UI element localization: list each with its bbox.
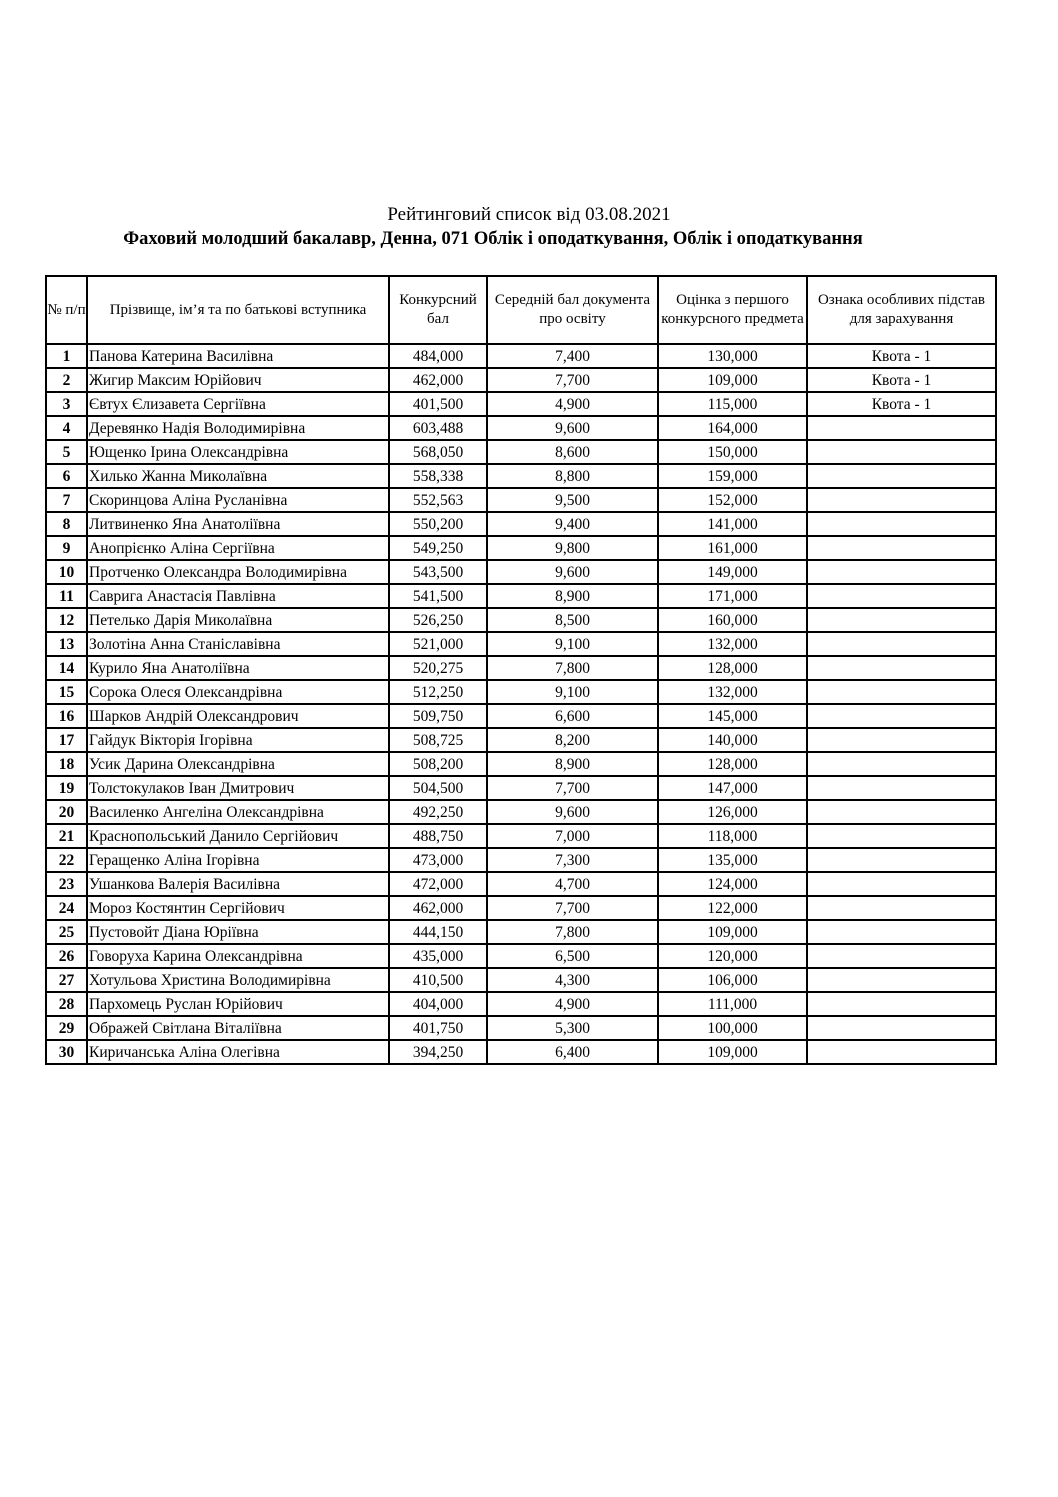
first-subject-score: 141,000: [658, 512, 807, 536]
applicant-name: Усик Дарина Олександрівна: [87, 752, 389, 776]
first-subject-score: 128,000: [658, 752, 807, 776]
special-basis: [807, 776, 996, 800]
first-subject-score: 122,000: [658, 896, 807, 920]
competitive-score: 435,000: [389, 944, 487, 968]
table-row: [46, 728, 996, 752]
applicant-name: Говоруха Карина Олександрівна: [87, 944, 389, 968]
row-number: 20: [46, 800, 87, 824]
special-basis: [807, 464, 996, 488]
average-score: 8,200: [487, 728, 658, 752]
first-subject-score: 118,000: [658, 824, 807, 848]
competitive-score: 558,338: [389, 464, 487, 488]
applicant-name: Ющенко Ірина Олександрівна: [87, 440, 389, 464]
applicant-name: Анопрієнко Аліна Сергіївна: [87, 536, 389, 560]
table-row: [46, 1040, 996, 1064]
special-basis: [807, 488, 996, 512]
row-number: 8: [46, 512, 87, 536]
row-number: 23: [46, 872, 87, 896]
special-basis: [807, 608, 996, 632]
row-number: 27: [46, 968, 87, 992]
row-number: 2: [46, 368, 87, 392]
average-score: 7,000: [487, 824, 658, 848]
average-score: 9,600: [487, 800, 658, 824]
applicant-name: Литвиненко Яна Анатоліївна: [87, 512, 389, 536]
first-subject-score: 132,000: [658, 680, 807, 704]
header-name: Прізвище, ім’я та по батькові вступника: [87, 276, 389, 344]
row-number: 4: [46, 416, 87, 440]
table-row: [46, 560, 996, 584]
row-number: 12: [46, 608, 87, 632]
table-row: [46, 896, 996, 920]
special-basis: Квота - 1: [807, 392, 996, 416]
average-score: 9,400: [487, 512, 658, 536]
average-score: 9,100: [487, 680, 658, 704]
competitive-score: 549,250: [389, 536, 487, 560]
table-row: [46, 608, 996, 632]
first-subject-score: 160,000: [658, 608, 807, 632]
table-header-row: [46, 276, 996, 344]
first-subject-score: 111,000: [658, 992, 807, 1016]
first-subject-score: 171,000: [658, 584, 807, 608]
first-subject-score: 106,000: [658, 968, 807, 992]
average-score: 9,600: [487, 560, 658, 584]
special-basis: [807, 704, 996, 728]
row-number: 1: [46, 344, 87, 368]
row-number: 11: [46, 584, 87, 608]
row-number: 9: [46, 536, 87, 560]
average-score: 9,100: [487, 632, 658, 656]
row-number: 17: [46, 728, 87, 752]
row-number: 24: [46, 896, 87, 920]
special-basis: Квота - 1: [807, 344, 996, 368]
row-number: 13: [46, 632, 87, 656]
special-basis: [807, 536, 996, 560]
competitive-score: 473,000: [389, 848, 487, 872]
applicant-name: Краснопольський Данило Сергійович: [87, 824, 389, 848]
rating-table: [45, 275, 997, 1065]
average-score: 7,700: [487, 896, 658, 920]
table-row: [46, 776, 996, 800]
row-number: 22: [46, 848, 87, 872]
average-score: 7,700: [487, 368, 658, 392]
competitive-score: 520,275: [389, 656, 487, 680]
first-subject-score: 109,000: [658, 1040, 807, 1064]
special-basis: [807, 440, 996, 464]
row-number: 29: [46, 1016, 87, 1040]
table-row: [46, 440, 996, 464]
row-number: 30: [46, 1040, 87, 1064]
first-subject-score: 132,000: [658, 632, 807, 656]
special-basis: [807, 824, 996, 848]
applicant-name: Протченко Олександра Володимирівна: [87, 560, 389, 584]
special-basis: [807, 1040, 996, 1064]
competitive-score: 484,000: [389, 344, 487, 368]
table-row: [46, 680, 996, 704]
applicant-name: Мороз Костянтин Сергійович: [87, 896, 389, 920]
average-score: 8,500: [487, 608, 658, 632]
average-score: 6,600: [487, 704, 658, 728]
competitive-score: 462,000: [389, 896, 487, 920]
competitive-score: 394,250: [389, 1040, 487, 1064]
applicant-name: Киричанська Аліна Олегівна: [87, 1040, 389, 1064]
applicant-name: Панова Катерина Василівна: [87, 344, 389, 368]
average-score: 8,800: [487, 464, 658, 488]
first-subject-score: 126,000: [658, 800, 807, 824]
competitive-score: 404,000: [389, 992, 487, 1016]
header-num: № п/п: [46, 276, 87, 344]
special-basis: Квота - 1: [807, 368, 996, 392]
competitive-score: 509,750: [389, 704, 487, 728]
applicant-name: Ображей Світлана Віталіївна: [87, 1016, 389, 1040]
applicant-name: Пустовойт Діана Юріївна: [87, 920, 389, 944]
table-row: [46, 824, 996, 848]
applicant-name: Шарков Андрій Олександрович: [87, 704, 389, 728]
row-number: 6: [46, 464, 87, 488]
row-number: 25: [46, 920, 87, 944]
table-row: [46, 1016, 996, 1040]
applicant-name: Толстокулаков Іван Дмитрович: [87, 776, 389, 800]
row-number: 10: [46, 560, 87, 584]
first-subject-score: 149,000: [658, 560, 807, 584]
applicant-name: Сорока Олеся Олександрівна: [87, 680, 389, 704]
competitive-score: 488,750: [389, 824, 487, 848]
competitive-score: 543,500: [389, 560, 487, 584]
special-basis: [807, 1016, 996, 1040]
table-row: [46, 584, 996, 608]
competitive-score: 568,050: [389, 440, 487, 464]
competitive-score: 521,000: [389, 632, 487, 656]
applicant-name: Ушанкова Валерія Василівна: [87, 872, 389, 896]
competitive-score: 508,200: [389, 752, 487, 776]
table-row: [46, 488, 996, 512]
competitive-score: 472,000: [389, 872, 487, 896]
row-number: 5: [46, 440, 87, 464]
table-row: [46, 392, 996, 416]
first-subject-score: 164,000: [658, 416, 807, 440]
header-special: Ознака особливих підстав для зарахування: [807, 276, 996, 344]
special-basis: [807, 872, 996, 896]
first-subject-score: 130,000: [658, 344, 807, 368]
row-number: 18: [46, 752, 87, 776]
average-score: 4,900: [487, 992, 658, 1016]
header-score: Конкурсний бал: [389, 276, 487, 344]
first-subject-score: 161,000: [658, 536, 807, 560]
average-score: 8,900: [487, 584, 658, 608]
first-subject-score: 128,000: [658, 656, 807, 680]
average-score: 7,800: [487, 920, 658, 944]
competitive-score: 504,500: [389, 776, 487, 800]
first-subject-score: 109,000: [658, 920, 807, 944]
competitive-score: 401,500: [389, 392, 487, 416]
applicant-name: Жигир Максим Юрійович: [87, 368, 389, 392]
applicant-name: Хилько Жанна Миколаївна: [87, 464, 389, 488]
row-number: 26: [46, 944, 87, 968]
applicant-name: Курило Яна Анатоліївна: [87, 656, 389, 680]
applicant-name: Деревянко Надія Володимирівна: [87, 416, 389, 440]
average-score: 7,400: [487, 344, 658, 368]
first-subject-score: 100,000: [658, 1016, 807, 1040]
special-basis: [807, 680, 996, 704]
special-basis: [807, 848, 996, 872]
competitive-score: 541,500: [389, 584, 487, 608]
table-row: [46, 800, 996, 824]
average-score: 7,800: [487, 656, 658, 680]
average-score: 8,900: [487, 752, 658, 776]
first-subject-score: 159,000: [658, 464, 807, 488]
table-row: [46, 752, 996, 776]
competitive-score: 526,250: [389, 608, 487, 632]
first-subject-score: 140,000: [658, 728, 807, 752]
document-subtitle: Фаховий молодший бакалавр, Денна, 071 Облік і оподаткування, Облік і оподаткування: [123, 229, 863, 249]
average-score: 4,900: [487, 392, 658, 416]
average-score: 5,300: [487, 1016, 658, 1040]
competitive-score: 550,200: [389, 512, 487, 536]
special-basis: [807, 968, 996, 992]
table-row: [46, 416, 996, 440]
special-basis: [807, 728, 996, 752]
row-number: 3: [46, 392, 87, 416]
first-subject-score: 150,000: [658, 440, 807, 464]
applicant-name: Петелько Дарія Миколаївна: [87, 608, 389, 632]
first-subject-score: 145,000: [658, 704, 807, 728]
first-subject-score: 115,000: [658, 392, 807, 416]
row-number: 28: [46, 992, 87, 1016]
header-avg: Середній бал документа про освіту: [487, 276, 658, 344]
table-row: [46, 512, 996, 536]
special-basis: [807, 512, 996, 536]
average-score: 4,700: [487, 872, 658, 896]
competitive-score: 512,250: [389, 680, 487, 704]
special-basis: [807, 584, 996, 608]
row-number: 21: [46, 824, 87, 848]
table-row: [46, 944, 996, 968]
competitive-score: 552,563: [389, 488, 487, 512]
document-title: Рейтинговий список від 03.08.2021: [387, 204, 671, 225]
special-basis: [807, 632, 996, 656]
average-score: 6,500: [487, 944, 658, 968]
table-row: [46, 992, 996, 1016]
applicant-name: Гайдук Вікторія Ігорівна: [87, 728, 389, 752]
row-number: 15: [46, 680, 87, 704]
table-row: [46, 968, 996, 992]
special-basis: [807, 416, 996, 440]
special-basis: [807, 992, 996, 1016]
applicant-name: Скоринцова Аліна Русланівна: [87, 488, 389, 512]
average-score: 9,800: [487, 536, 658, 560]
row-number: 14: [46, 656, 87, 680]
table-row: [46, 848, 996, 872]
average-score: 6,400: [487, 1040, 658, 1064]
special-basis: [807, 920, 996, 944]
competitive-score: 401,750: [389, 1016, 487, 1040]
row-number: 7: [46, 488, 87, 512]
special-basis: [807, 752, 996, 776]
competitive-score: 410,500: [389, 968, 487, 992]
applicant-name: Пархомець Руслан Юрійович: [87, 992, 389, 1016]
applicant-name: Євтух Єлизавета Сергіївна: [87, 392, 389, 416]
special-basis: [807, 896, 996, 920]
first-subject-score: 120,000: [658, 944, 807, 968]
applicant-name: Саврига Анастасія Павлівна: [87, 584, 389, 608]
applicant-name: Василенко Ангеліна Олександрівна: [87, 800, 389, 824]
average-score: 8,600: [487, 440, 658, 464]
table-row: [46, 368, 996, 392]
special-basis: [807, 560, 996, 584]
table-row: [46, 704, 996, 728]
applicant-name: Геращенко Аліна Ігорівна: [87, 848, 389, 872]
competitive-score: 444,150: [389, 920, 487, 944]
first-subject-score: 152,000: [658, 488, 807, 512]
first-subject-score: 124,000: [658, 872, 807, 896]
table-row: [46, 344, 996, 368]
row-number: 19: [46, 776, 87, 800]
table-row: [46, 632, 996, 656]
row-number: 16: [46, 704, 87, 728]
average-score: 7,300: [487, 848, 658, 872]
average-score: 4,300: [487, 968, 658, 992]
table-row: [46, 464, 996, 488]
table-row: [46, 656, 996, 680]
average-score: 7,700: [487, 776, 658, 800]
table-row: [46, 536, 996, 560]
competitive-score: 462,000: [389, 368, 487, 392]
special-basis: [807, 656, 996, 680]
first-subject-score: 147,000: [658, 776, 807, 800]
applicant-name: Хотульова Христина Володимирівна: [87, 968, 389, 992]
special-basis: [807, 944, 996, 968]
special-basis: [807, 800, 996, 824]
first-subject-score: 135,000: [658, 848, 807, 872]
average-score: 9,500: [487, 488, 658, 512]
header-first-subject: Оцінка з першого конкурсного предмета: [658, 276, 807, 344]
competitive-score: 492,250: [389, 800, 487, 824]
table-row: [46, 920, 996, 944]
applicant-name: Золотіна Анна Станіславівна: [87, 632, 389, 656]
competitive-score: 508,725: [389, 728, 487, 752]
first-subject-score: 109,000: [658, 368, 807, 392]
table-row: [46, 872, 996, 896]
competitive-score: 603,488: [389, 416, 487, 440]
average-score: 9,600: [487, 416, 658, 440]
